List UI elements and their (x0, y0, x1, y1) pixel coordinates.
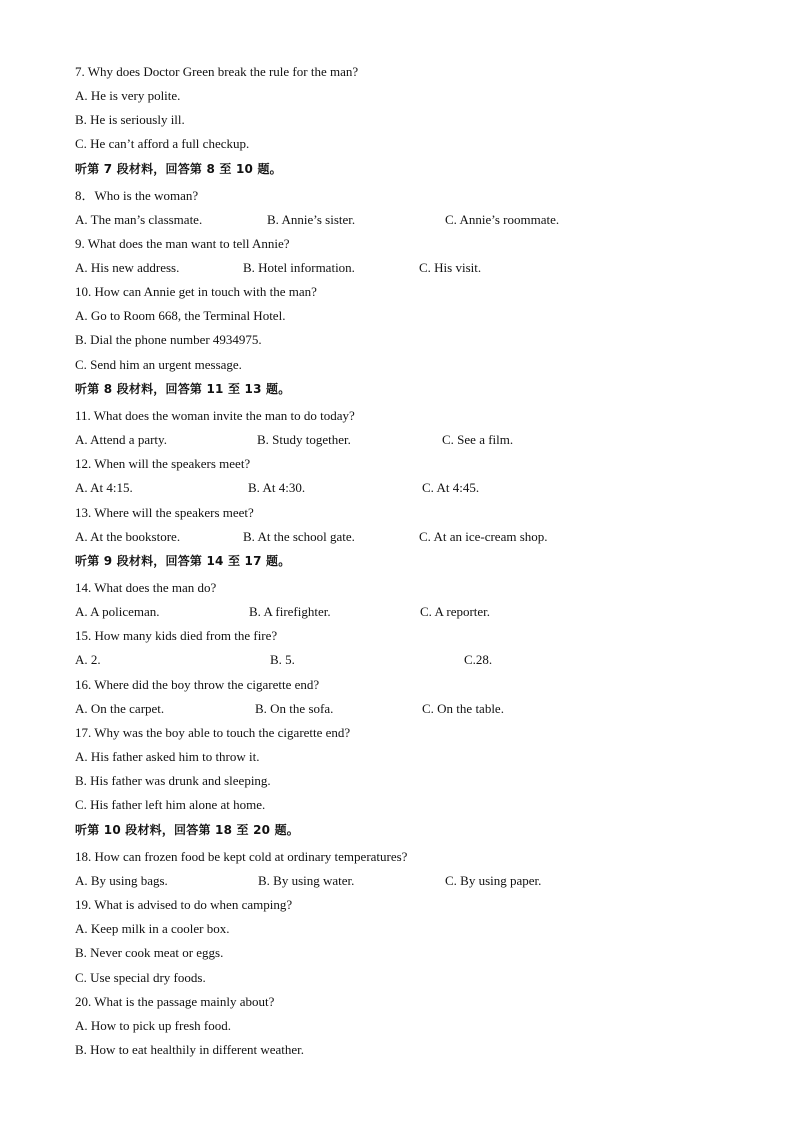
option-8c: C. Annie’s roommate. (445, 212, 560, 227)
option-17b: B. His father was drunk and sleeping. (75, 773, 271, 788)
option-11a: A. Attend a party. (75, 432, 167, 447)
option-20b: B. How to eat healthily in different weather. (75, 1042, 304, 1057)
option-9a: A. His new address. (75, 260, 180, 275)
option-10a: A. Go to Room 668, the Terminal Hotel. (75, 308, 286, 323)
option-7c: C. He can’t afford a full checkup. (75, 136, 250, 151)
question-8: 8．Who is the woman? (75, 188, 199, 203)
option-12b: B. At 4:30. (248, 480, 306, 495)
option-10b: B. Dial the phone number 4934975. (75, 332, 262, 347)
option-10c: C. Send him an urgent message. (75, 357, 242, 372)
option-8a: A. The man’s classmate. (75, 212, 203, 227)
section-heading-9: 听第 9 段材料，回答第 14 至 17 题。 (75, 554, 291, 568)
option-18c: C. By using paper. (445, 873, 542, 888)
question-14: 14. What does the man do? (75, 580, 217, 595)
option-9c: C. His visit. (419, 260, 482, 275)
option-12a: A. At 4:15. (75, 480, 133, 495)
option-7a: A. He is very polite. (75, 88, 181, 103)
options-row-13 (75, 527, 675, 547)
question-20: 20. What is the passage mainly about? (75, 994, 275, 1009)
option-13b: B. At the school gate. (243, 529, 355, 544)
option-11c: C. See a film. (442, 432, 514, 447)
option-12c: C. At 4:45. (422, 480, 480, 495)
option-19b: B. Never cook meat or eggs. (75, 945, 224, 960)
option-7b: B. He is seriously ill. (75, 112, 185, 127)
options-row-14 (75, 602, 675, 622)
option-20a: A. How to pick up fresh food. (75, 1018, 231, 1033)
option-15b: B. 5. (270, 652, 295, 667)
option-15a: A. 2. (75, 652, 101, 667)
option-16b: B. On the sofa. (255, 701, 334, 716)
option-19a: A. Keep milk in a cooler box. (75, 921, 230, 936)
option-8b: B. Annie’s sister. (267, 212, 356, 227)
option-14a: A. A policeman. (75, 604, 160, 619)
question-7: 7. Why does Doctor Green break the rule for the man? (75, 64, 359, 79)
section-heading-10: 听第 10 段材料，回答第 18 至 20 题。 (75, 823, 299, 837)
option-16a: A. On the carpet. (75, 701, 165, 716)
option-19c: C. Use special dry foods. (75, 970, 206, 985)
options-row-15 (75, 650, 675, 670)
question-16: 16. Where did the boy throw the cigarette end? (75, 677, 320, 692)
section-heading-8: 听第 8 段材料，回答第 11 至 13 题。 (75, 382, 291, 396)
question-9: 9. What does the man want to tell Annie? (75, 236, 290, 251)
question-15: 15. How many kids died from the fire? (75, 628, 278, 643)
question-19: 19. What is advised to do when camping? (75, 897, 293, 912)
question-12: 12. When will the speakers meet? (75, 456, 251, 471)
options-row-9 (75, 258, 675, 278)
question-11: 11. What does the woman invite the man to do today? (75, 408, 355, 423)
option-14c: C. A reporter. (420, 604, 491, 619)
options-row-18 (75, 871, 675, 891)
question-18: 18. How can frozen food be kept cold at ordinary temperatures? (75, 849, 408, 864)
option-16c: C. On the table. (422, 701, 504, 716)
options-row-8 (75, 210, 675, 230)
section-heading-7: 听第 7 段材料，回答第 8 至 10 题。 (75, 162, 282, 176)
options-row-16 (75, 699, 675, 719)
option-17c: C. His father left him alone at home. (75, 797, 266, 812)
option-13a: A. At the bookstore. (75, 529, 181, 544)
question-17: 17. Why was the boy able to touch the cigarette end? (75, 725, 351, 740)
options-row-11 (75, 430, 675, 450)
option-17a: A. His father asked him to throw it. (75, 749, 260, 764)
options-row-12 (75, 478, 675, 498)
option-9b: B. Hotel information. (243, 260, 355, 275)
option-13c: C. At an ice-cream shop. (419, 529, 548, 544)
option-15c: C.28. (464, 652, 493, 667)
option-18a: A. By using bags. (75, 873, 168, 888)
option-14b: B. A firefighter. (249, 604, 331, 619)
question-13: 13. Where will the speakers meet? (75, 505, 254, 520)
question-10: 10. How can Annie get in touch with the man? (75, 284, 317, 299)
option-18b: B. By using water. (258, 873, 355, 888)
option-11b: B. Study together. (257, 432, 351, 447)
